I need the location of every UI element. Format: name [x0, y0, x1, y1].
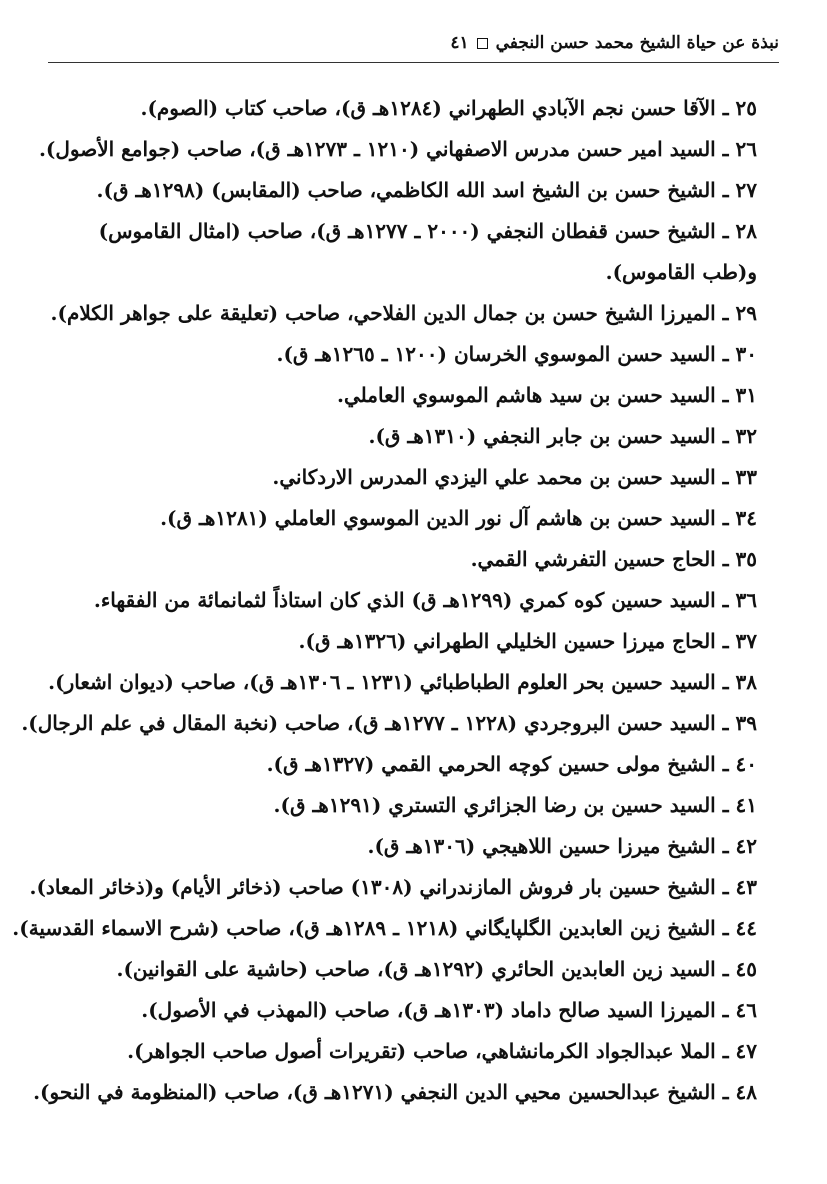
list-item: ٤٠ ـ الشيخ مولى حسين كوچه الحرمي القمي (١٣٢٧هـ ق). — [266, 752, 757, 776]
list-item: ٢٥ ـ الآقا حسن نجم الآبادي الطهراني (١٢٨٤هـ ق)، صاحب كتاب (الصوم). — [140, 96, 757, 120]
list-item: ٣٩ ـ السيد حسن البروجردي (١٢٢٨ ـ ١٢٧٧هـ ق)، صاحب (نخبة المقال في علم الرجال). — [21, 711, 757, 735]
list-item: ٤١ ـ السيد حسين بن رضا الجزائري التستري (١٢٩١هـ ق). — [273, 793, 757, 817]
list-item: ٣٨ ـ السيد حسين بحر العلوم الطباطبائي (١٢٣١ ـ ١٣٠٦هـ ق)، صاحب (ديوان اشعار). — [48, 670, 757, 694]
list-item: ٢٦ ـ السيد امير حسن مدرس الاصفهاني (١٢١٠ ـ ١٢٧٣هـ ق)، صاحب (جوامع الأصول). — [38, 137, 757, 161]
square-marker-icon — [477, 38, 488, 49]
list-item: ٣٠ ـ السيد حسن الموسوي الخرسان (١٢٠٠ ـ ١٢٦٥هـ ق). — [276, 342, 757, 366]
list-item: ٣٣ ـ السيد حسن بن محمد علي اليزدي المدرس الاردكاني. — [272, 465, 757, 489]
running-header — [48, 26, 779, 60]
list-item: ٣٦ ـ السيد حسين كوه كمري (١٢٩٩هـ ق) الذي كان استاذاً لثمانمائة من الفقهاء. — [93, 588, 757, 612]
page-number: ٤١ — [450, 33, 469, 53]
scholars-list — [12, 88, 757, 1113]
list-item: ٣٧ ـ الحاج ميرزا حسين الخليلي الطهراني (١٣٢٦هـ ق). — [298, 629, 757, 653]
list-item: ٣١ ـ السيد حسن بن سيد هاشم الموسوي العاملي. — [337, 383, 757, 407]
running-header-title: نبذة عن حياة الشيخ محمد حسن النجفي — [495, 33, 779, 53]
list-item: ٤٦ ـ الميرزا السيد صالح داماد (١٣٠٣هـ ق)، صاحب (المهذب في الأصول). — [141, 998, 757, 1022]
header-divider — [48, 62, 779, 63]
list-item: ٢٧ ـ الشيخ حسن بن الشيخ اسد الله الكاظمي، صاحب (المقابس) (١٢٩٨هـ ق). — [96, 178, 757, 202]
list-item: ٢٨ ـ الشيخ حسن قفطان النجفي (٢٠٠٠ ـ ١٢٧٧هـ ق)، صاحب (امثال القاموس) و(طب القاموس). — [98, 219, 757, 284]
list-item: ٣٥ ـ الحاج حسين التفرشي القمي. — [470, 547, 757, 571]
list-item: ٣٤ ـ السيد حسن بن هاشم آل نور الدين الموسوي العاملي (١٢٨١هـ ق). — [160, 506, 757, 530]
list-item: ٣٢ ـ السيد حسن بن جابر النجفي (١٣١٠هـ ق). — [368, 424, 757, 448]
list-item: ٤٤ ـ الشيخ زين العابدين الگلپايگاني (١٢١٨ ـ ١٢٨٩هـ ق)، صاحب (شرح الاسماء القدسية). — [12, 916, 757, 940]
list-item: ٤٣ ـ الشيخ حسين بار فروش المازندراني (١٣٠٨) صاحب (ذخائر الأيام) و(ذخائر المعاد). — [29, 875, 757, 899]
list-item: ٤٢ ـ الشيخ ميرزا حسين اللاهيجي (١٣٠٦هـ ق). — [367, 834, 757, 858]
list-item: ٢٩ ـ الميرزا الشيخ حسن بن جمال الدين الفلاحي، صاحب (تعليقة على جواهر الكلام). — [50, 301, 757, 325]
list-item: ٤٥ ـ السيد زين العابدين الحائري (١٢٩٢هـ ق)، صاحب (حاشية على القوانين). — [116, 957, 757, 981]
list-item: ٤٨ ـ الشيخ عبدالحسين محيي الدين النجفي (١٢٧١هـ ق)، صاحب (المنظومة في النحو). — [33, 1080, 757, 1104]
list-item: ٤٧ ـ الملا عبدالجواد الكرمانشاهي، صاحب (تقريرات أصول صاحب الجواهر). — [127, 1039, 757, 1063]
